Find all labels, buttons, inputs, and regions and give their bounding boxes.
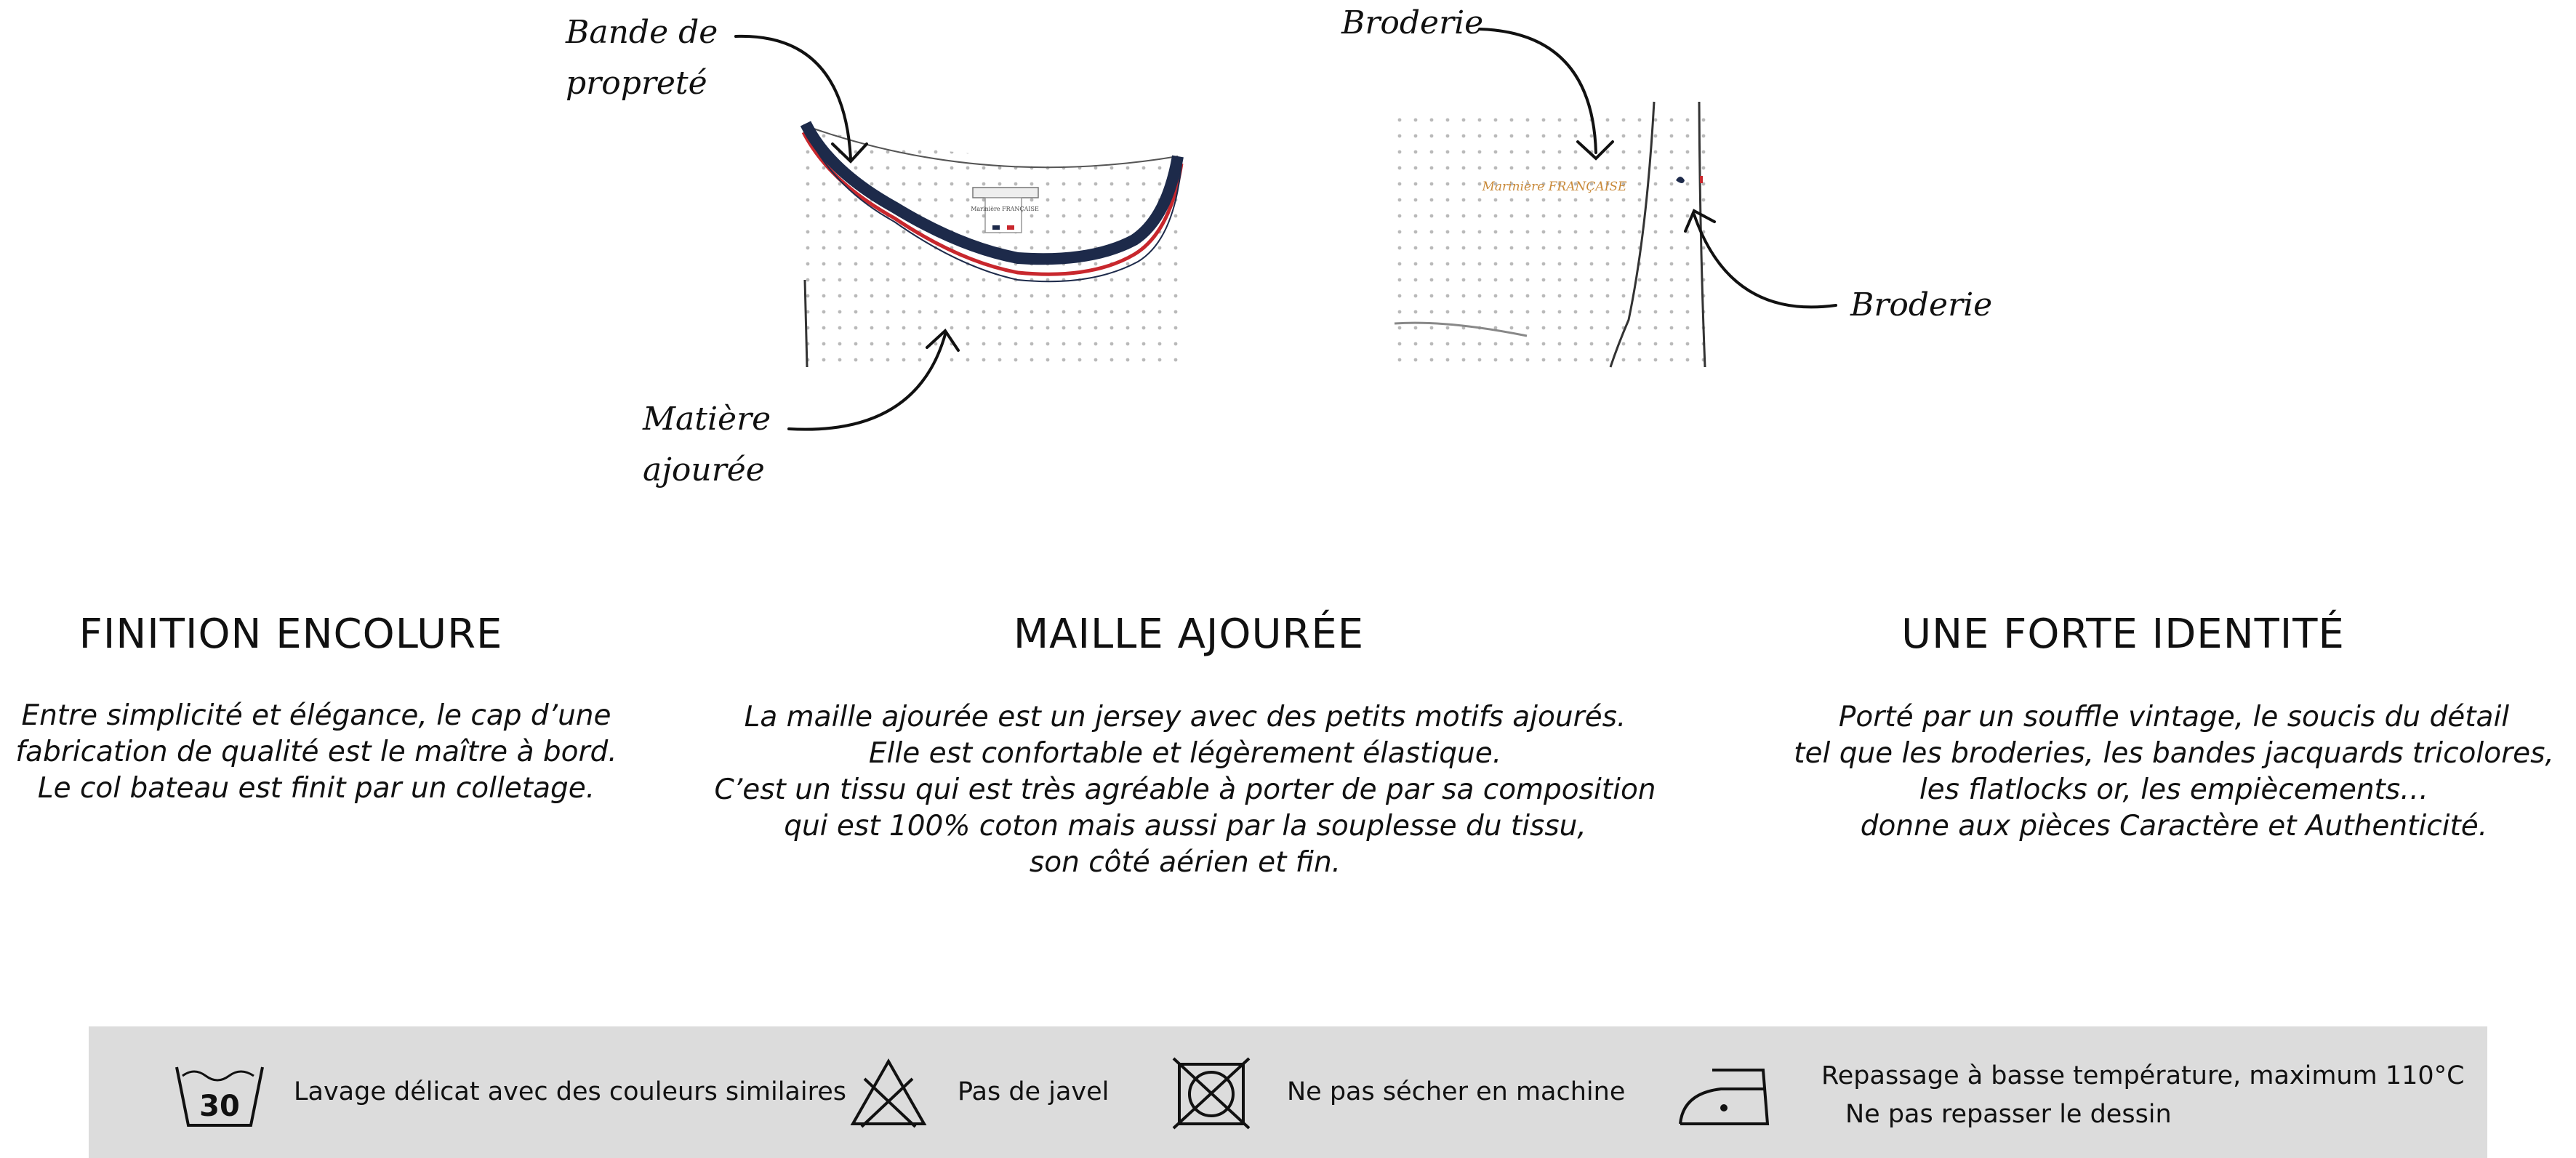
- no-bleach-icon: [848, 1057, 928, 1130]
- neckline-drawing: [800, 124, 1185, 371]
- care-label-wash: Lavage délicat avec des couleurs similaires: [294, 1077, 846, 1106]
- column-text-neck-finish: Entre simplicité et élégance, le cap d’une fabrication de qualité est le maître à bord. Le col bateau est finit par un colletage.: [15, 699, 617, 805]
- no-tumble-dry-icon: [1172, 1057, 1252, 1130]
- column-title-strong-identity: UNE FORTE IDENTITÉ: [1901, 611, 2345, 658]
- care-instructions-bar: [89, 1026, 2487, 1158]
- care-label-dry: Ne pas sécher en machine: [1287, 1077, 1626, 1106]
- callout-openwork-fabric: Matière ajourée: [643, 401, 771, 488]
- callout-neck-band: Bande de propreté: [566, 14, 718, 102]
- care-label-iron: Repassage à basse température, maximum 110°C: [1821, 1061, 2465, 1090]
- column-text-strong-identity: Porté par un souffle vintage, le soucis du détail tel que les broderies, les bandes jacquards tricolores, les flatlocks or, les empiècements… donne aux pièces Caractère et Authenticité.: [1794, 701, 2554, 843]
- callout-embroidery-top: Broderie: [1341, 4, 1484, 41]
- svg-text:30: 30: [199, 1090, 240, 1123]
- column-title-neck-finish: FINITION ENCOLURE: [79, 611, 503, 658]
- care-label-iron-print: Ne pas repasser le dessin: [1845, 1100, 2172, 1129]
- column-title-openwork-knit: MAILLE AJOURÉE: [1013, 611, 1365, 658]
- care-label-bleach: Pas de javel: [958, 1077, 1110, 1106]
- iron-low-icon: [1677, 1063, 1772, 1128]
- garment-illustrations: [0, 0, 2576, 552]
- chest-embroidery-text: Marinière FRANÇAISE: [1482, 180, 1627, 194]
- brand-tag-text: Marinière FRANÇAISE: [971, 206, 1039, 212]
- wash-30-icon: [172, 1061, 267, 1130]
- column-text-openwork-knit: La maille ajourée est un jersey avec des petits motifs ajourés. Elle est confortable et légèrement élastique. C’est un tissu qui est très agréable à porter de par sa composition qui est 100% coton mais aussi par la souplesse du tissu, son côté aérien et fin.: [714, 701, 1656, 879]
- embroidery-drawing: [1392, 102, 1712, 369]
- callout-embroidery-side: Broderie: [1850, 286, 1993, 323]
